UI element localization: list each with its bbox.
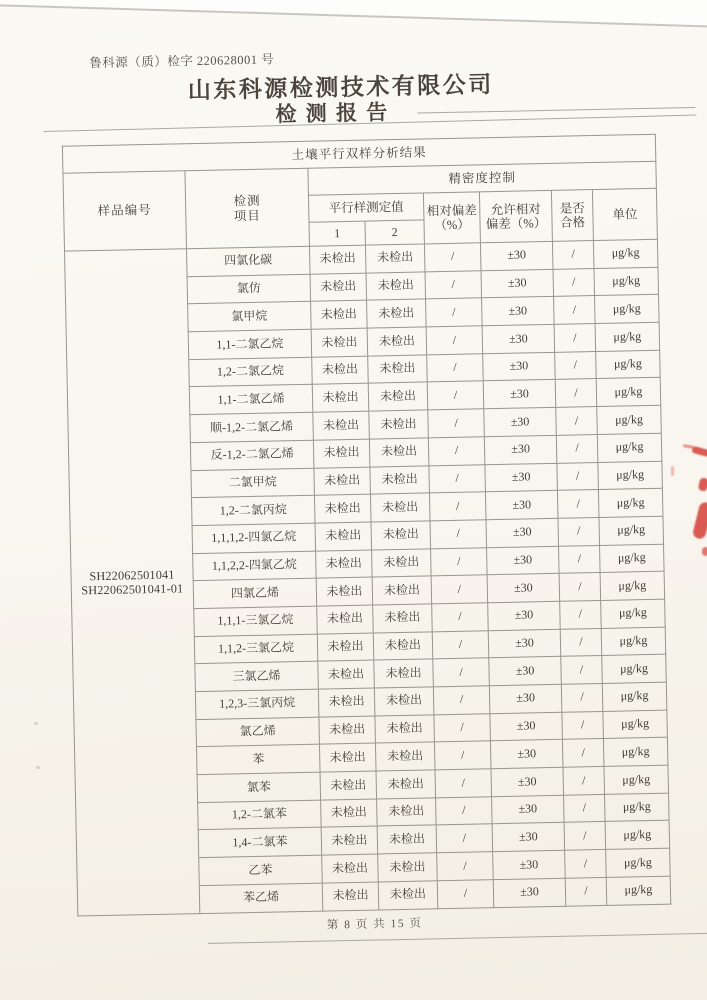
- qualified-cell: /: [563, 767, 605, 796]
- rel-dev-cell: /: [430, 520, 487, 549]
- rel-dev-cell: /: [428, 409, 485, 438]
- qualified-cell: /: [561, 656, 603, 685]
- value1-cell: 未检出: [313, 411, 370, 440]
- unit-cell: μg/kg: [603, 710, 668, 739]
- unit-cell: μg/kg: [605, 793, 670, 822]
- header-sample-id: 样品编号: [63, 171, 187, 251]
- unit-cell: μg/kg: [596, 378, 661, 407]
- allowed-dev-cell: ±30: [482, 324, 555, 353]
- allowed-dev-cell: ±30: [488, 629, 561, 658]
- value1-cell: 未检出: [312, 356, 369, 385]
- item-cell: 顺-1,2-二氯乙烯: [190, 412, 314, 442]
- unit-cell: μg/kg: [600, 544, 665, 573]
- rel-dev-cell: /: [433, 686, 490, 715]
- unit-cell: μg/kg: [595, 322, 660, 351]
- qualified-cell: /: [559, 573, 601, 602]
- value2-cell: 未检出: [374, 659, 434, 688]
- unit-cell: μg/kg: [605, 821, 670, 850]
- rel-dev-cell: /: [428, 437, 485, 466]
- qualified-cell: /: [557, 462, 599, 491]
- unit-cell: μg/kg: [602, 682, 667, 711]
- item-cell: 反-1,2-二氯乙烯: [190, 440, 314, 470]
- allowed-dev-cell: ±30: [482, 297, 555, 326]
- unit-cell: μg/kg: [600, 571, 665, 600]
- qualified-cell: /: [553, 268, 595, 297]
- item-cell: 1,4-二氯苯: [198, 828, 322, 858]
- value1-cell: 未检出: [309, 245, 366, 274]
- item-cell: 苯乙烯: [199, 883, 323, 913]
- allowed-dev-cell: ±30: [480, 241, 553, 270]
- header-precision-control: 精密度控制: [308, 161, 656, 195]
- table-title: 土壤平行双样分析结果: [62, 134, 655, 173]
- item-cell: 1,2-二氯苯: [198, 800, 322, 830]
- unit-cell: μg/kg: [601, 599, 666, 628]
- item-cell: 1,1-二氯乙烯: [189, 385, 313, 415]
- qualified-cell: /: [552, 241, 594, 270]
- item-cell: 1,1-二氯乙烷: [188, 329, 312, 359]
- allowed-dev-cell: ±30: [490, 740, 563, 769]
- stamp-fragment: [698, 477, 707, 492]
- rel-dev-cell: /: [434, 713, 491, 742]
- header-allowed-relative-deviation: 允许相对 偏差（%）: [479, 190, 552, 242]
- allowed-dev-cell: ±30: [493, 850, 566, 879]
- header-relative-deviation: 相对偏差 （%）: [423, 192, 480, 244]
- value1-cell: 未检出: [316, 550, 373, 579]
- item-cell: 1,1,2-三氯乙烷: [194, 634, 318, 664]
- unit-cell: μg/kg: [597, 433, 662, 462]
- unit-cell: μg/kg: [602, 654, 667, 683]
- qualified-cell: /: [564, 822, 606, 851]
- allowed-dev-cell: ±30: [487, 546, 560, 575]
- value1-cell: 未检出: [312, 384, 369, 413]
- value2-cell: 未检出: [377, 798, 437, 827]
- rel-dev-cell: /: [437, 852, 494, 881]
- value2-cell: 未检出: [366, 272, 426, 301]
- allowed-dev-cell: ±30: [491, 767, 564, 796]
- unit-cell: μg/kg: [595, 295, 660, 324]
- allowed-dev-cell: ±30: [481, 269, 554, 298]
- value1-cell: 未检出: [318, 688, 375, 717]
- unit-cell: μg/kg: [596, 350, 661, 379]
- header-qualified: 是否 合格: [551, 190, 593, 242]
- item-cell: 1,1,2,2-四氯乙烷: [193, 551, 317, 581]
- value2-cell: 未检出: [370, 493, 430, 522]
- allowed-dev-cell: ±30: [487, 574, 560, 603]
- unit-cell: μg/kg: [597, 405, 662, 434]
- value2-cell: 未检出: [378, 881, 438, 910]
- stamp-fragment: [671, 466, 674, 476]
- item-cell: 氯甲烷: [188, 302, 312, 332]
- unit-cell: μg/kg: [606, 848, 671, 877]
- footer-line: [208, 933, 707, 944]
- value2-cell: 未检出: [378, 853, 438, 882]
- allowed-dev-cell: ±30: [486, 518, 559, 547]
- company-name: 山东科源检测技术有限公司: [187, 72, 495, 104]
- value1-cell: 未检出: [322, 854, 379, 883]
- value1-cell: 未检出: [321, 799, 378, 828]
- qualified-cell: /: [560, 628, 602, 657]
- page-number: 第 8 页 共 15 页: [326, 917, 423, 932]
- value1-cell: 未检出: [321, 826, 378, 855]
- value1-cell: 未检出: [317, 633, 374, 662]
- rel-dev-cell: /: [432, 630, 489, 659]
- item-cell: 1,1,1,2-四氯乙烷: [192, 523, 316, 553]
- rel-dev-cell: /: [424, 243, 481, 272]
- allowed-dev-cell: ±30: [483, 352, 556, 381]
- qualified-cell: /: [555, 379, 597, 408]
- qualified-cell: /: [562, 739, 604, 768]
- item-cell: 1,2-二氯乙烷: [189, 357, 313, 387]
- value2-cell: 未检出: [375, 715, 435, 744]
- allowed-dev-cell: ±30: [485, 463, 558, 492]
- rel-dev-cell: /: [426, 326, 483, 355]
- allowed-dev-cell: ±30: [484, 435, 557, 464]
- value2-cell: 未检出: [369, 438, 429, 467]
- qualified-cell: /: [554, 324, 596, 353]
- qualified-cell: /: [558, 517, 600, 546]
- rel-dev-cell: /: [434, 741, 491, 770]
- item-cell: 1,1,1-三氯乙烷: [194, 606, 318, 636]
- allowed-dev-cell: ±30: [493, 878, 566, 907]
- allowed-dev-cell: ±30: [484, 407, 557, 436]
- unit-cell: μg/kg: [593, 239, 658, 268]
- qualified-cell: /: [559, 545, 601, 574]
- value1-cell: 未检出: [314, 494, 371, 523]
- header-sub-1: 1: [309, 221, 365, 246]
- report-issue-number: 鲁科源（质）检字 220628001 号: [89, 52, 275, 71]
- qualified-cell: /: [556, 434, 598, 463]
- value1-cell: 未检出: [311, 300, 368, 329]
- value2-cell: 未检出: [372, 548, 432, 577]
- rel-dev-cell: /: [427, 381, 484, 410]
- header-parallel-values: 平行样测定值: [308, 193, 424, 222]
- unit-cell: μg/kg: [598, 461, 663, 490]
- value1-cell: 未检出: [316, 577, 373, 606]
- value2-cell: 未检出: [368, 382, 428, 411]
- results-body: [62, 134, 670, 915]
- unit-cell: μg/kg: [599, 516, 664, 545]
- unit-cell: μg/kg: [604, 765, 669, 794]
- value1-cell: 未检出: [314, 467, 371, 496]
- rel-dev-cell: /: [431, 575, 488, 604]
- rel-dev-cell: /: [432, 603, 489, 632]
- rel-dev-cell: /: [426, 298, 483, 327]
- value2-cell: 未检出: [365, 244, 425, 273]
- qualified-cell: /: [561, 683, 603, 712]
- value1-cell: 未检出: [311, 328, 368, 357]
- rel-dev-cell: /: [431, 547, 488, 576]
- value2-cell: 未检出: [375, 742, 435, 771]
- value1-cell: 未检出: [320, 771, 377, 800]
- header-unit: 单位: [592, 188, 657, 240]
- item-cell: 四氯化碳: [186, 246, 310, 276]
- item-cell: 乙苯: [199, 855, 323, 885]
- allowed-dev-cell: ±30: [485, 491, 558, 520]
- allowed-dev-cell: ±30: [492, 795, 565, 824]
- header-sub-2: 2: [365, 220, 424, 245]
- qualified-cell: /: [554, 296, 596, 325]
- item-cell: 氯苯: [197, 772, 321, 802]
- unit-cell: μg/kg: [598, 488, 663, 517]
- rel-dev-cell: /: [425, 270, 482, 299]
- value1-cell: 未检出: [317, 605, 374, 634]
- allowed-dev-cell: ±30: [490, 712, 563, 741]
- qualified-cell: /: [565, 877, 607, 906]
- value1-cell: 未检出: [318, 660, 375, 689]
- unit-cell: μg/kg: [601, 627, 666, 656]
- qualified-cell: /: [556, 407, 598, 436]
- value1-cell: 未检出: [310, 273, 367, 302]
- rel-dev-cell: /: [429, 492, 486, 521]
- value1-cell: 未检出: [315, 522, 372, 551]
- item-cell: 苯: [197, 745, 321, 775]
- value2-cell: 未检出: [374, 687, 434, 716]
- qualified-cell: /: [560, 600, 602, 629]
- qualified-cell: /: [555, 351, 597, 380]
- sample-id-cell: SH22062501041 SH22062501041-01: [65, 249, 200, 916]
- qualified-cell: /: [564, 794, 606, 823]
- results-table: [62, 134, 671, 916]
- rel-dev-cell: /: [437, 880, 494, 909]
- allowed-dev-cell: ±30: [492, 823, 565, 852]
- unit-cell: μg/kg: [594, 267, 659, 296]
- item-cell: 二氯甲烷: [191, 468, 315, 498]
- qualified-cell: /: [557, 490, 599, 519]
- rel-dev-cell: /: [429, 464, 486, 493]
- value1-cell: 未检出: [319, 716, 376, 745]
- header-test-item: 检测 项目: [185, 168, 310, 248]
- rel-dev-cell: /: [436, 824, 493, 853]
- rel-dev-cell: /: [433, 658, 490, 687]
- value1-cell: 未检出: [313, 439, 370, 468]
- rel-dev-cell: /: [427, 354, 484, 383]
- allowed-dev-cell: ±30: [489, 684, 562, 713]
- item-cell: 氯仿: [187, 274, 311, 304]
- value2-cell: 未检出: [372, 576, 432, 605]
- rel-dev-cell: /: [436, 796, 493, 825]
- item-cell: 1,2,3-三氯丙烷: [195, 689, 319, 719]
- value2-cell: 未检出: [376, 770, 436, 799]
- value2-cell: 未检出: [373, 604, 433, 633]
- item-cell: 四氯乙烯: [193, 578, 317, 608]
- value2-cell: 未检出: [368, 355, 428, 384]
- allowed-dev-cell: ±30: [483, 380, 556, 409]
- qualified-cell: /: [562, 711, 604, 740]
- value2-cell: 未检出: [367, 327, 427, 356]
- unit-cell: μg/kg: [603, 738, 668, 767]
- item-cell: 氯乙烯: [196, 717, 320, 747]
- rel-dev-cell: /: [435, 769, 492, 798]
- unit-cell: μg/kg: [606, 876, 671, 905]
- stamp-fragment: [702, 547, 707, 556]
- report-title: 检 测 报 告: [275, 100, 390, 127]
- value2-cell: 未检出: [370, 465, 430, 494]
- value2-cell: 未检出: [373, 631, 433, 660]
- value2-cell: 未检出: [371, 521, 431, 550]
- value1-cell: 未检出: [322, 882, 379, 911]
- value1-cell: 未检出: [319, 743, 376, 772]
- value2-cell: 未检出: [369, 410, 429, 439]
- allowed-dev-cell: ±30: [489, 657, 562, 686]
- qualified-cell: /: [565, 850, 607, 879]
- value2-cell: 未检出: [367, 299, 427, 328]
- value2-cell: 未检出: [377, 825, 437, 854]
- allowed-dev-cell: ±30: [488, 601, 561, 630]
- item-cell: 三氯乙烯: [195, 661, 319, 691]
- item-cell: 1,2-二氯丙烷: [191, 495, 315, 525]
